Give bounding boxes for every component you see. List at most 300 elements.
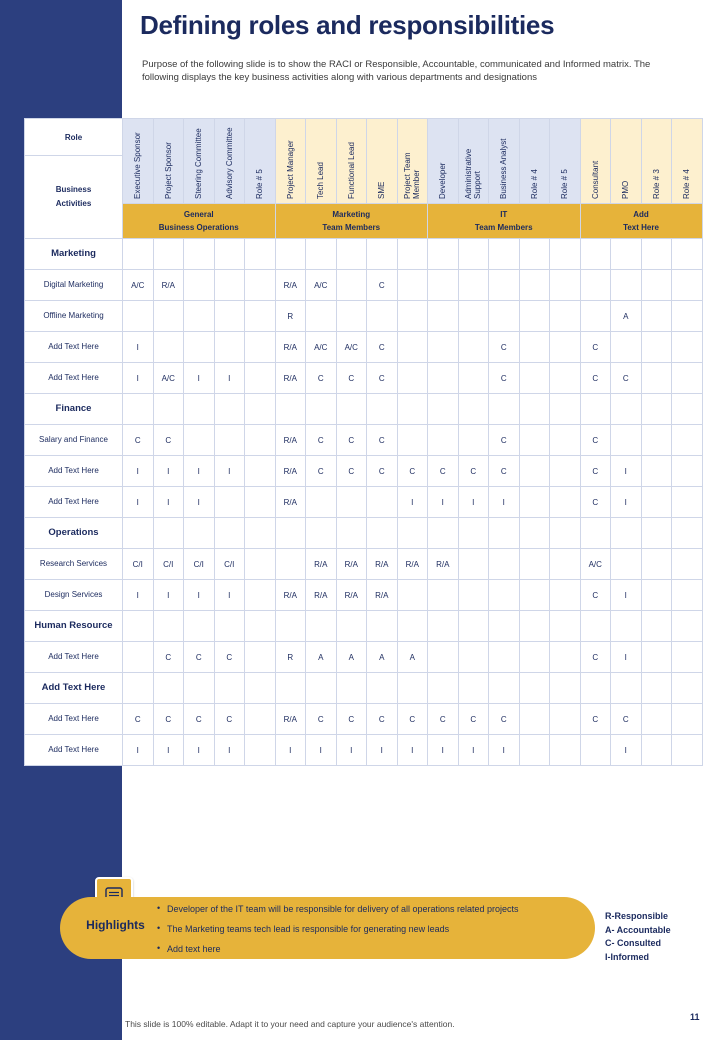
raci-cell: C [458, 456, 489, 487]
raci-cell [367, 611, 398, 642]
raci-cell [428, 270, 459, 301]
raci-cell: I [153, 456, 184, 487]
raci-cell: R/A [367, 580, 398, 611]
raci-cell [641, 642, 672, 673]
group-header-line2: Business Operations [158, 223, 239, 232]
raci-cell [672, 301, 703, 332]
raci-cell: I [123, 332, 154, 363]
raci-cell [611, 673, 642, 704]
raci-cell [458, 673, 489, 704]
raci-cell [458, 518, 489, 549]
raci-cell: C [397, 704, 428, 735]
raci-cell [550, 611, 581, 642]
legend-line: R-Responsible [605, 911, 669, 921]
raci-cell [336, 673, 367, 704]
top-left-navy-block [24, 0, 122, 118]
raci-cell: I [153, 580, 184, 611]
raci-cell: C [367, 270, 398, 301]
column-header-executive-sponsor: Executive Sponsor [123, 119, 154, 204]
activities-header-line1: Business [55, 185, 92, 194]
raci-cell: C/I [123, 549, 154, 580]
raci-cell [245, 518, 276, 549]
row-label: Human Resource [25, 611, 123, 642]
page-title: Defining roles and responsibilities [140, 10, 555, 40]
raci-cell [336, 518, 367, 549]
row-label: Offline Marketing [25, 301, 123, 332]
legend-line: A- Accountable [605, 924, 671, 935]
raci-cell [153, 518, 184, 549]
raci-cell: C [428, 704, 459, 735]
legend-line: I-Informed [605, 951, 649, 962]
raci-cell [153, 611, 184, 642]
raci-cell: C [214, 642, 245, 673]
raci-cell [275, 549, 306, 580]
raci-cell: A/C [580, 549, 611, 580]
raci-cell [458, 239, 489, 270]
raci-cell: I [275, 735, 306, 766]
raci-cell: C [611, 704, 642, 735]
raci-cell: C [580, 580, 611, 611]
raci-cell [214, 487, 245, 518]
raci-cell: I [184, 580, 215, 611]
raci-cell: C [306, 704, 337, 735]
raci-cell: R/A [428, 549, 459, 580]
raci-cell [184, 611, 215, 642]
column-header-role-4: Role # 4 [672, 119, 703, 204]
raci-cell [580, 673, 611, 704]
raci-cell: C [580, 456, 611, 487]
column-header-role-5: Role # 5 [245, 119, 276, 204]
raci-cell [367, 673, 398, 704]
group-header-marketing [275, 204, 428, 239]
raci-cell [672, 673, 703, 704]
raci-cell [519, 704, 550, 735]
page-number: 11 [690, 1012, 700, 1022]
raci-cell [550, 487, 581, 518]
raci-cell [245, 673, 276, 704]
raci-cell: C [489, 332, 520, 363]
raci-cell: C [306, 425, 337, 456]
row-label: Add Text Here [25, 363, 123, 394]
raci-cell: A [336, 642, 367, 673]
raci-cell [397, 332, 428, 363]
raci-cell [275, 239, 306, 270]
raci-cell [672, 332, 703, 363]
raci-cell [672, 239, 703, 270]
raci-cell [306, 239, 337, 270]
raci-cell [672, 642, 703, 673]
row-label: Salary and Finance [25, 425, 123, 456]
raci-cell [550, 425, 581, 456]
raci-cell [458, 425, 489, 456]
raci-cell: C [458, 704, 489, 735]
raci-cell: R/A [367, 549, 398, 580]
raci-cell [123, 673, 154, 704]
raci-cell [641, 518, 672, 549]
raci-cell [611, 239, 642, 270]
raci-cell [397, 270, 428, 301]
raci-cell [428, 363, 459, 394]
column-header-developer: Developer [428, 119, 459, 204]
list-item: • Developer of the IT team will be responsible for delivery of all operations related projects [155, 903, 575, 916]
group-header-line2: Team Members [474, 223, 533, 232]
raci-cell [428, 394, 459, 425]
table-row [25, 239, 703, 270]
raci-cell [641, 735, 672, 766]
raci-cell: I [214, 580, 245, 611]
left-accent-band [0, 0, 24, 1040]
raci-cell [550, 239, 581, 270]
raci-cell [641, 239, 672, 270]
raci-cell [275, 518, 306, 549]
raci-cell [519, 270, 550, 301]
raci-cell: R/A [275, 332, 306, 363]
row-label: Research Services [25, 549, 123, 580]
raci-cell: A/C [306, 270, 337, 301]
raci-cell: C [367, 704, 398, 735]
raci-cell: R/A [275, 580, 306, 611]
table-row [25, 332, 703, 363]
raci-cell: I [428, 487, 459, 518]
raci-cell: I [458, 735, 489, 766]
row-label: Add Text Here [25, 487, 123, 518]
raci-cell [458, 611, 489, 642]
group-header-add [580, 204, 702, 239]
raci-cell [672, 704, 703, 735]
raci-cell [519, 611, 550, 642]
column-header-project-manager: Project Manager [275, 119, 306, 204]
raci-cell [641, 363, 672, 394]
raci-cell [519, 456, 550, 487]
raci-cell [550, 580, 581, 611]
raci-cell [153, 673, 184, 704]
raci-cell: C [489, 704, 520, 735]
row-label: Add Text Here [25, 704, 123, 735]
raci-cell [489, 673, 520, 704]
raci-cell [672, 425, 703, 456]
raci-cell [367, 394, 398, 425]
column-header-project-team-member: Project Team Member [397, 119, 428, 204]
raci-cell [184, 425, 215, 456]
raci-cell: C [489, 363, 520, 394]
raci-cell [184, 239, 215, 270]
raci-cell: C [184, 704, 215, 735]
raci-cell: I [611, 580, 642, 611]
raci-cell [184, 673, 215, 704]
list-item: • Add text here [155, 943, 575, 956]
raci-cell [519, 332, 550, 363]
raci-cell [397, 394, 428, 425]
row-label: Finance [25, 394, 123, 425]
table-group-banner-row [25, 204, 703, 239]
row-label: Operations [25, 518, 123, 549]
raci-cell [184, 394, 215, 425]
raci-cell: I [306, 735, 337, 766]
raci-cell [275, 611, 306, 642]
raci-cell: R/A [397, 549, 428, 580]
table-row [25, 704, 703, 735]
table-row [25, 642, 703, 673]
raci-cell [641, 704, 672, 735]
raci-cell [306, 518, 337, 549]
raci-cell: I [458, 487, 489, 518]
raci-cell [458, 580, 489, 611]
raci-cell [489, 394, 520, 425]
raci-cell: I [428, 735, 459, 766]
raci-cell [336, 301, 367, 332]
raci-cell [397, 518, 428, 549]
raci-cell: A [397, 642, 428, 673]
raci-cell [245, 549, 276, 580]
raci-cell [214, 332, 245, 363]
raci-cell [428, 239, 459, 270]
row-label: Add Text Here [25, 735, 123, 766]
raci-cell [519, 549, 550, 580]
raci-cell [489, 518, 520, 549]
raci-cell: I [489, 487, 520, 518]
raci-cell [550, 301, 581, 332]
raci-cell [184, 332, 215, 363]
raci-cell: R/A [275, 363, 306, 394]
raci-cell [672, 518, 703, 549]
raci-cell: I [489, 735, 520, 766]
raci-cell: C [580, 363, 611, 394]
raci-cell: R/A [306, 549, 337, 580]
raci-cell [428, 642, 459, 673]
raci-cell: C [306, 363, 337, 394]
group-header-line1: General [183, 210, 214, 219]
raci-cell: C [153, 704, 184, 735]
raci-cell [611, 549, 642, 580]
raci-cell [489, 301, 520, 332]
column-header-advisory-committee: Advisory Committee [214, 119, 245, 204]
raci-cell [641, 580, 672, 611]
raci-cell [580, 394, 611, 425]
raci-cell [519, 425, 550, 456]
raci-cell [489, 642, 520, 673]
raci-cell: R/A [275, 456, 306, 487]
raci-cell: C [611, 363, 642, 394]
group-header-line2: Text Here [623, 223, 659, 232]
raci-cell [428, 580, 459, 611]
raci-cell: C [428, 456, 459, 487]
raci-cell [458, 549, 489, 580]
raci-cell [611, 518, 642, 549]
raci-cell [672, 363, 703, 394]
raci-cell [245, 332, 276, 363]
raci-cell [153, 301, 184, 332]
raci-cell [123, 239, 154, 270]
raci-cell: C [580, 642, 611, 673]
raci-cell [367, 487, 398, 518]
raci-cell [245, 394, 276, 425]
raci-cell [123, 518, 154, 549]
raci-cell [367, 239, 398, 270]
raci-cell [428, 518, 459, 549]
raci-cell [306, 611, 337, 642]
raci-cell [672, 487, 703, 518]
column-header-business-analyst: Business Analyst [489, 119, 520, 204]
raci-cell [550, 270, 581, 301]
raci-cell [672, 735, 703, 766]
raci-cell [550, 518, 581, 549]
table-row [25, 673, 703, 704]
raci-cell: C/I [184, 549, 215, 580]
table-row [25, 735, 703, 766]
raci-cell: I [184, 735, 215, 766]
raci-cell [184, 518, 215, 549]
group-header-general [123, 204, 276, 239]
raci-cell [336, 394, 367, 425]
row-label: Marketing [25, 239, 123, 270]
raci-cell [611, 611, 642, 642]
raci-cell: I [123, 735, 154, 766]
raci-cell [214, 270, 245, 301]
raci-cell [336, 270, 367, 301]
raci-cell [641, 270, 672, 301]
table-row [25, 270, 703, 301]
group-header-line2: Team Members [322, 223, 381, 232]
raci-cell [245, 642, 276, 673]
raci-cell [550, 456, 581, 487]
raci-cell [245, 735, 276, 766]
raci-cell [428, 425, 459, 456]
row-label: Add Text Here [25, 332, 123, 363]
raci-cell [214, 518, 245, 549]
raci-cell [672, 580, 703, 611]
activities-header-line2: Activities [55, 199, 92, 208]
raci-cell [641, 332, 672, 363]
raci-cell [397, 611, 428, 642]
raci-cell: A [367, 642, 398, 673]
raci-cell [580, 239, 611, 270]
raci-cell [245, 611, 276, 642]
raci-cell [367, 518, 398, 549]
table-row [25, 549, 703, 580]
column-header-role-3: Role # 3 [641, 119, 672, 204]
raci-cell [367, 301, 398, 332]
raci-cell: I [611, 642, 642, 673]
raci-cell [550, 549, 581, 580]
raci-cell [672, 549, 703, 580]
raci-cell [245, 456, 276, 487]
raci-cell: C [214, 704, 245, 735]
raci-cell: C [153, 425, 184, 456]
raci-cell [519, 735, 550, 766]
raci-cell [336, 611, 367, 642]
raci-cell [519, 239, 550, 270]
raci-cell [519, 518, 550, 549]
raci-cell: C [367, 332, 398, 363]
raci-cell [519, 394, 550, 425]
group-header-line1: Marketing [332, 210, 371, 219]
raci-cell: C [367, 425, 398, 456]
raci-cell [428, 301, 459, 332]
row-label: Add Text Here [25, 673, 123, 704]
raci-cell [214, 394, 245, 425]
raci-cell [428, 611, 459, 642]
group-header-line1: IT [500, 210, 508, 219]
raci-cell [550, 704, 581, 735]
raci-cell [275, 394, 306, 425]
raci-cell [184, 270, 215, 301]
raci-cell [611, 394, 642, 425]
raci-cell [397, 580, 428, 611]
raci-cell [641, 611, 672, 642]
raci-cell [580, 611, 611, 642]
raci-cell [580, 270, 611, 301]
raci-cell: C [397, 456, 428, 487]
raci-cell: C [580, 425, 611, 456]
raci-cell: I [123, 363, 154, 394]
raci-cell: R/A [275, 270, 306, 301]
raci-cell: R/A [336, 549, 367, 580]
raci-cell [458, 363, 489, 394]
raci-cell: I [611, 487, 642, 518]
raci-cell: I [123, 456, 154, 487]
raci-cell [214, 301, 245, 332]
table-row [25, 425, 703, 456]
raci-cell: I [123, 580, 154, 611]
raci-cell: R [275, 301, 306, 332]
table-row [25, 394, 703, 425]
raci-cell [519, 673, 550, 704]
raci-cell [580, 301, 611, 332]
raci-cell [519, 642, 550, 673]
raci-cell: C [336, 456, 367, 487]
raci-cell: I [397, 735, 428, 766]
raci-cell [184, 301, 215, 332]
row-label: Design Services [25, 580, 123, 611]
raci-cell [550, 332, 581, 363]
raci-cell: R/A [275, 704, 306, 735]
table-row [25, 518, 703, 549]
raci-cell [519, 363, 550, 394]
raci-cell: R/A [275, 425, 306, 456]
activities-header-cell [25, 156, 123, 239]
raci-cell [458, 301, 489, 332]
column-header-administrative-support: Administrative Support [458, 119, 489, 204]
raci-cell [489, 611, 520, 642]
raci-cell [397, 425, 428, 456]
raci-cell [123, 394, 154, 425]
column-header-role-5: Role # 5 [550, 119, 581, 204]
raci-cell: I [611, 735, 642, 766]
raci-cell: R/A [275, 487, 306, 518]
role-header-cell: Role [25, 119, 123, 156]
raci-legend [605, 910, 715, 964]
raci-cell [275, 673, 306, 704]
footer-note: This slide is 100% editable. Adapt it to your need and capture your audience's attention. [125, 1019, 455, 1029]
raci-cell [489, 549, 520, 580]
raci-cell [672, 456, 703, 487]
raci-cell [123, 611, 154, 642]
raci-cell [336, 239, 367, 270]
raci-cell [519, 487, 550, 518]
raci-cell [428, 673, 459, 704]
raci-cell [489, 270, 520, 301]
group-header-line1: Add [633, 210, 649, 219]
raci-cell [306, 487, 337, 518]
table-row [25, 611, 703, 642]
raci-cell [245, 425, 276, 456]
raci-cell [489, 580, 520, 611]
raci-cell [519, 580, 550, 611]
column-header-functional-lead: Functional Lead [336, 119, 367, 204]
raci-cell [641, 425, 672, 456]
raci-cell [580, 518, 611, 549]
table-row [25, 301, 703, 332]
